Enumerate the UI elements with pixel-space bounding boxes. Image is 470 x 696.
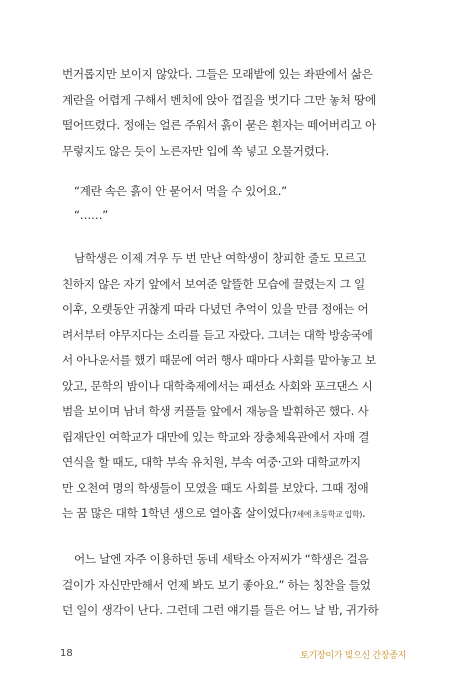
text-line: 던 일이 생각이 난다. 그런데 그런 얘기를 들은 어느 날 밤, 귀가하	[62, 603, 379, 617]
text-line: 만 오천여 명의 학생들이 모였을 때도 사회를 보았다. 그때 정애	[62, 481, 369, 495]
text-line: 립재단인 여학교가 대만에 있는 학교와 장충체육관에서 자매 결	[62, 430, 370, 444]
text-line: 려서부터 야무지다는 소리를 듣고 자랐다. 그녀는 대학 방송국에	[62, 328, 373, 342]
text-line-with-note	[62, 505, 410, 523]
text-line: 걸이가 자신만만해서 언제 봐도 보기 좋아요.” 하는 칭찬을 들었	[62, 578, 371, 592]
text-segment: 는 꿈 많은 대학 1학년 생으로 열아홉 살이었다	[62, 506, 289, 520]
text-line: 무렇지도 않은 듯이 노른자만 입에 쏙 넣고 오물거렸다.	[62, 144, 329, 158]
text-line: 계란을 어렵게 구해서 벤치에 앉아 껍질을 벗기다 그만 놓쳐 땅에	[62, 93, 376, 107]
text-line: 남학생은 이제 겨우 두 번 만난 여학생이 창피한 줄도 모르고	[74, 251, 367, 265]
footnote-inline: (7세에 초등학교 입학)	[288, 510, 363, 519]
text-line: 친하지 않은 자기 앞에서 보여준 알뜰한 모습에 끌렸는지 그 일	[62, 277, 365, 291]
text-line: 어느 날엔 자주 이용하던 동네 세탁소 아저씨가 “학생은 걸음	[74, 552, 369, 566]
text-line: 연식을 할 때도, 대학 부속 유치원, 부속 여중·고와 대학교까지	[62, 455, 361, 469]
text-line: 서 아나운서를 했기 때문에 여러 행사 때마다 사회를 맡아놓고 보	[62, 353, 376, 367]
dialogue-line: “……”	[74, 208, 109, 222]
text-line: 이후, 오랫동안 귀찮게 따라 다녔던 추억이 있을 만큼 정애는 어	[62, 302, 369, 316]
text-line: 범을 보이며 남녀 학생 커플들 앞에서 재능을 발휘하곤 했다. 사	[62, 404, 369, 418]
dialogue-line: “계란 속은 흙이 안 묻어서 먹을 수 있어요.”	[74, 184, 287, 198]
text-line: 번거롭지만 보이지 않았다. 그들은 모래밭에 있는 좌판에서 삶은	[62, 67, 373, 81]
running-title: 토기장이가 빚으신 간장종지	[300, 651, 406, 661]
text-line: 떨어뜨렸다. 정애는 얼른 주워서 흙이 묻은 흰자는 떼어버리고 아	[62, 118, 376, 132]
page-number: 18	[60, 648, 73, 659]
text-line: 았고, 문학의 밤이나 대학축제에서는 패션쇼 사회와 포크댄스 시	[62, 379, 373, 393]
sentence-end: .	[362, 506, 366, 520]
